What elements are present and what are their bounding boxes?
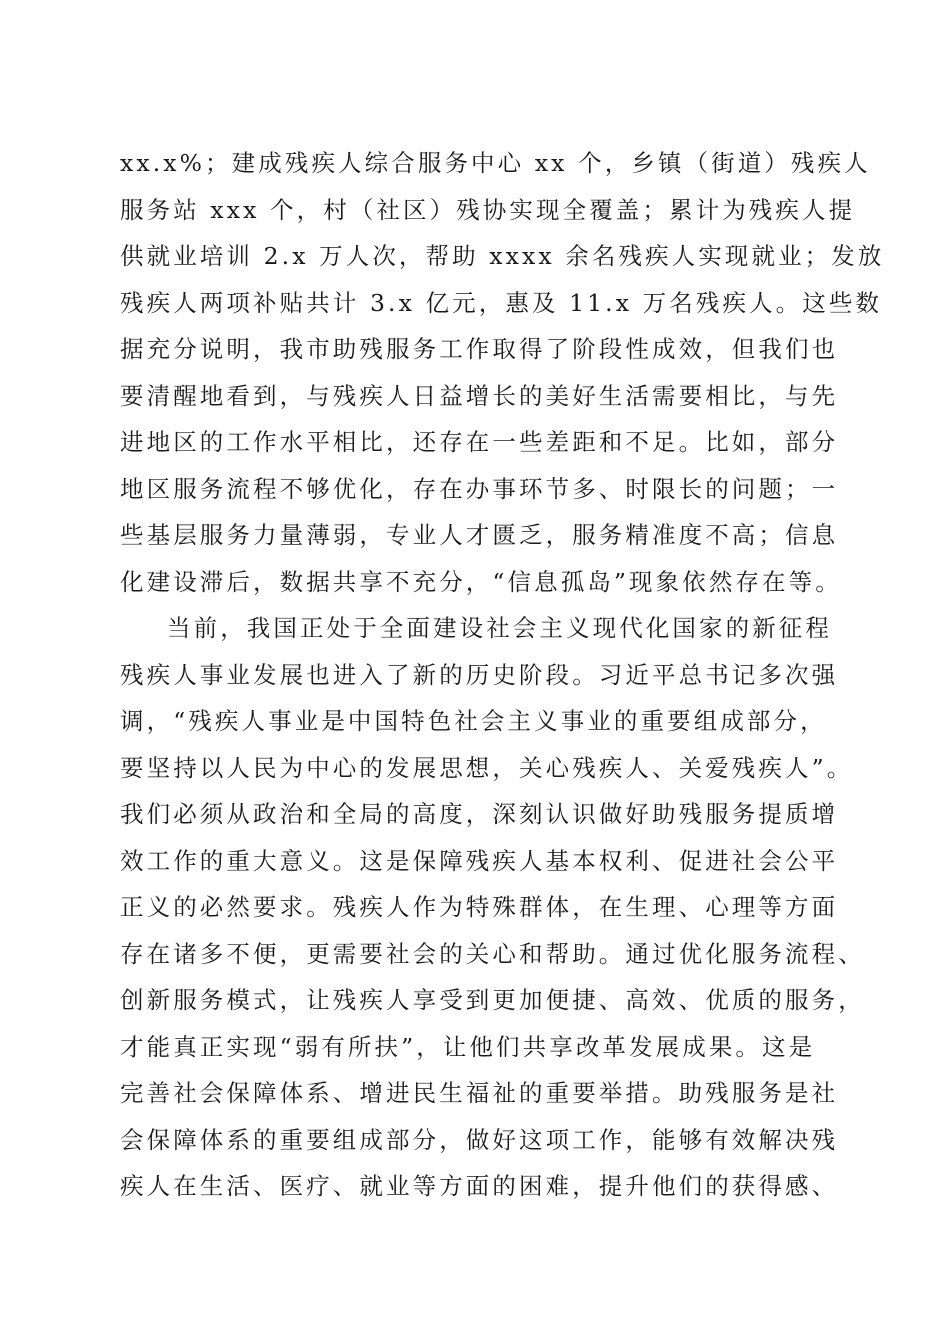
text-line: 供就业培训 2.x 万人次，帮助 xxxx 余名残疾人实现就业；发放 <box>120 242 885 270</box>
text-line: 创新服务模式，让残疾人享受到更加便捷、高效、优质的服务， <box>120 986 865 1014</box>
text-line: 进地区的工作水平相比，还存在一些差距和不足。比如，部分 <box>120 428 839 456</box>
text-line: 地区服务流程不够优化，存在办事环节多、时限长的问题；一 <box>120 475 839 503</box>
text-line: 效工作的重大意义。这是保障残疾人基本权利、促进社会公平 <box>120 847 839 875</box>
text-line: 才能真正实现“弱有所扶”，让他们共享改革发展成果。这是 <box>120 1033 816 1061</box>
text-line: 据充分说明，我市助残服务工作取得了阶段性成效，但我们也 <box>120 335 839 363</box>
text-line: 残疾人两项补贴共计 3.x 亿元，惠及 11.x 万名残疾人。这些数 <box>120 289 883 317</box>
text-line: 正义的必然要求。残疾人作为特殊群体，在生理、心理等方面 <box>120 893 839 921</box>
text-line: 调，“残疾人事业是中国特色社会主义事业的重要组成部分， <box>120 707 827 735</box>
text-line: 要坚持以人民为中心的发展思想，关心残疾人、关爱残疾人”。 <box>120 754 854 782</box>
text-line: 存在诸多不便，更需要社会的关心和帮助。通过优化服务流程、 <box>120 940 865 968</box>
text-line: 要清醒地看到，与残疾人日益增长的美好生活需要相比，与先 <box>120 382 839 410</box>
text-line: xx.x%；建成残疾人综合服务中心 xx 个，乡镇（街道）残疾人 <box>120 149 871 177</box>
text-line: 化建设滞后，数据共享不充分，“信息孤岛”现象依然存在等。 <box>120 568 842 596</box>
text-line: 残疾人事业发展也进入了新的历史阶段。习近平总书记多次强 <box>120 661 839 689</box>
text-line: 我们必须从政治和全局的高度，深刻认识做好助残服务提质增 <box>120 800 839 828</box>
text-line: 疾人在生活、医疗、就业等方面的困难，提升他们的获得感、 <box>120 1172 839 1200</box>
text-line: 服务站 xxx 个，村（社区）残协实现全覆盖；累计为残疾人提 <box>120 196 856 224</box>
text-line: 些基层服务力量薄弱，专业人才匮乏，服务精准度不高；信息 <box>120 521 839 549</box>
text-line: 会保障体系的重要组成部分，做好这项工作，能够有效解决残 <box>120 1126 839 1154</box>
paragraph-start-line: 当前，我国正处于全面建设社会主义现代化国家的新征程 <box>167 614 832 642</box>
text-line: 完善社会保障体系、增进民生福祉的重要举措。助残服务是社 <box>120 1079 839 1107</box>
